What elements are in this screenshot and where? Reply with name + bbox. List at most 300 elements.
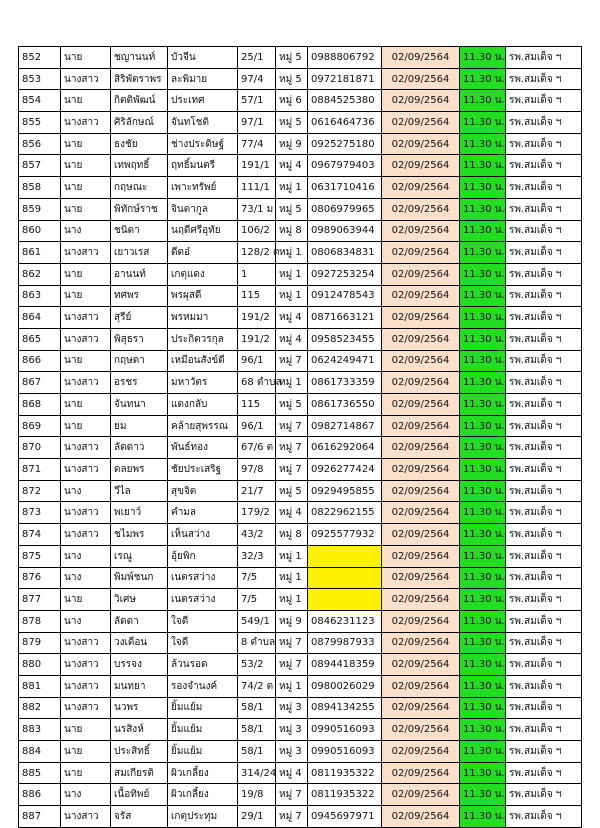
cell-phone: 0879987933 xyxy=(308,632,382,654)
cell-place: รพ.สมเด็จ ฯ xyxy=(506,394,582,416)
cell-number: 884 xyxy=(19,741,61,763)
table-row xyxy=(19,567,582,589)
cell-title: นาย xyxy=(61,263,111,285)
cell-time: 11.30 น. xyxy=(460,415,506,437)
cell-house-number: 191/2 xyxy=(238,307,276,329)
cell-moo: หมู่ 5 xyxy=(276,394,308,416)
cell-date: 02/09/2564 xyxy=(382,263,460,285)
cell-time: 11.30 น. xyxy=(460,328,506,350)
cell-date: 02/09/2564 xyxy=(382,177,460,199)
cell-house-number: 57/1 xyxy=(238,90,276,112)
cell-first-name: วงเดือน xyxy=(111,632,168,654)
cell-phone: 0958523455 xyxy=(308,328,382,350)
cell-number: 869 xyxy=(19,415,61,437)
cell-last-name: จินดากูล xyxy=(168,198,238,220)
cell-first-name: บรรจง xyxy=(111,654,168,676)
table-row xyxy=(19,762,582,784)
cell-last-name: ใจดี xyxy=(168,610,238,632)
cell-moo: หมู่ 4 xyxy=(276,762,308,784)
cell-place: รพ.สมเด็จ ฯ xyxy=(506,567,582,589)
cell-moo: หมู่ 3 xyxy=(276,719,308,741)
cell-first-name: ดลยพร xyxy=(111,459,168,481)
cell-time: 11.30 น. xyxy=(460,394,506,416)
cell-number: 875 xyxy=(19,545,61,567)
cell-title: นาง xyxy=(61,610,111,632)
cell-moo: หมู่ 4 xyxy=(276,502,308,524)
cell-place: รพ.สมเด็จ ฯ xyxy=(506,415,582,437)
cell-first-name: มนทยา xyxy=(111,675,168,697)
cell-number: 868 xyxy=(19,394,61,416)
cell-moo: หมู่ 7 xyxy=(276,437,308,459)
cell-date: 02/09/2564 xyxy=(382,567,460,589)
table-row xyxy=(19,68,582,90)
cell-date: 02/09/2564 xyxy=(382,675,460,697)
cell-number: 853 xyxy=(19,68,61,90)
table-row xyxy=(19,719,582,741)
cell-date: 02/09/2564 xyxy=(382,632,460,654)
cell-date: 02/09/2564 xyxy=(382,502,460,524)
cell-last-name: นฤดีศรีอุทัย xyxy=(168,220,238,242)
table-row xyxy=(19,589,582,611)
cell-time: 11.30 น. xyxy=(460,198,506,220)
cell-moo: หมู่ 1 xyxy=(276,372,308,394)
cell-time: 11.30 น. xyxy=(460,480,506,502)
cell-moo: หมู่ 7 xyxy=(276,654,308,676)
cell-place: รพ.สมเด็จ ฯ xyxy=(506,242,582,264)
cell-first-name: กิตติพัฒน์ xyxy=(111,90,168,112)
cell-house-number: 25/1 xyxy=(238,47,276,69)
cell-house-number: 7/5 xyxy=(238,567,276,589)
cell-phone: 0616464736 xyxy=(308,112,382,134)
cell-moo: หมู่ 8 xyxy=(276,524,308,546)
cell-phone: 0884525380 xyxy=(308,90,382,112)
cell-date: 02/09/2564 xyxy=(382,459,460,481)
cell-number: 855 xyxy=(19,112,61,134)
cell-first-name: วีไล xyxy=(111,480,168,502)
cell-moo: หมู่ 9 xyxy=(276,133,308,155)
cell-phone xyxy=(308,567,382,589)
table-row xyxy=(19,90,582,112)
cell-moo: หมู่ 1 xyxy=(276,285,308,307)
cell-house-number: 32/3 xyxy=(238,545,276,567)
cell-date: 02/09/2564 xyxy=(382,784,460,806)
cell-phone: 0925577932 xyxy=(308,524,382,546)
cell-first-name: ชนิดา xyxy=(111,220,168,242)
cell-title: นางสาว xyxy=(61,372,111,394)
cell-number: 877 xyxy=(19,589,61,611)
cell-number: 876 xyxy=(19,567,61,589)
cell-number: 883 xyxy=(19,719,61,741)
cell-title: นาย xyxy=(61,47,111,69)
cell-first-name: สิริพัตราพร xyxy=(111,68,168,90)
cell-phone: 0894418359 xyxy=(308,654,382,676)
cell-phone: 0990516093 xyxy=(308,719,382,741)
cell-moo: หมู่ 5 xyxy=(276,480,308,502)
cell-first-name: กฤษณะ xyxy=(111,177,168,199)
cell-title: นางสาว xyxy=(61,112,111,134)
cell-last-name: เนตรสว่าง xyxy=(168,589,238,611)
cell-last-name: รองจำนงค์ xyxy=(168,675,238,697)
cell-last-name: ช่างประดิษฐ์ xyxy=(168,133,238,155)
cell-last-name: ดีตอ๋ xyxy=(168,242,238,264)
cell-last-name: เกตุแดง xyxy=(168,263,238,285)
cell-date: 02/09/2564 xyxy=(382,112,460,134)
cell-title: นาง xyxy=(61,784,111,806)
cell-place: รพ.สมเด็จ ฯ xyxy=(506,610,582,632)
cell-number: 857 xyxy=(19,155,61,177)
cell-time: 11.30 น. xyxy=(460,155,506,177)
cell-date: 02/09/2564 xyxy=(382,350,460,372)
cell-first-name: ธงชัย xyxy=(111,133,168,155)
cell-number: 852 xyxy=(19,47,61,69)
cell-house-number: 67/6 ต xyxy=(238,437,276,459)
cell-title: นางสาว xyxy=(61,328,111,350)
table-row xyxy=(19,415,582,437)
cell-place: รพ.สมเด็จ ฯ xyxy=(506,654,582,676)
cell-phone: 0806979965 xyxy=(308,198,382,220)
cell-last-name: ใจดี xyxy=(168,632,238,654)
cell-place: รพ.สมเด็จ ฯ xyxy=(506,285,582,307)
cell-moo: หมู่ 1 xyxy=(276,177,308,199)
cell-moo: หมู่ 3 xyxy=(276,741,308,763)
cell-place: รพ.สมเด็จ ฯ xyxy=(506,220,582,242)
cell-last-name: เกตุประทุม xyxy=(168,806,238,828)
cell-last-name: ประกิตวรกุล xyxy=(168,328,238,350)
cell-number: 856 xyxy=(19,133,61,155)
cell-date: 02/09/2564 xyxy=(382,242,460,264)
cell-phone: 0980026029 xyxy=(308,675,382,697)
cell-house-number: 115 xyxy=(238,394,276,416)
cell-phone xyxy=(308,589,382,611)
cell-phone: 0822962155 xyxy=(308,502,382,524)
cell-moo: หมู่ 7 xyxy=(276,632,308,654)
cell-date: 02/09/2564 xyxy=(382,90,460,112)
cell-date: 02/09/2564 xyxy=(382,415,460,437)
cell-title: นาง xyxy=(61,480,111,502)
cell-moo: หมู่ 3 xyxy=(276,697,308,719)
cell-number: 862 xyxy=(19,263,61,285)
cell-time: 11.30 น. xyxy=(460,112,506,134)
cell-house-number: 58/1 xyxy=(238,697,276,719)
cell-title: นาย xyxy=(61,394,111,416)
cell-house-number: 68 ตำบล xyxy=(238,372,276,394)
cell-time: 11.30 น. xyxy=(460,719,506,741)
cell-title: นาย xyxy=(61,155,111,177)
cell-title: นางสาว xyxy=(61,654,111,676)
cell-phone: 0927253254 xyxy=(308,263,382,285)
cell-last-name: ยิ้มแย้ม xyxy=(168,741,238,763)
cell-first-name: นรสิงห์ xyxy=(111,719,168,741)
cell-place: รพ.สมเด็จ ฯ xyxy=(506,112,582,134)
cell-first-name: จรัส xyxy=(111,806,168,828)
cell-moo: หมู่ 1 xyxy=(276,567,308,589)
cell-first-name: นวพร xyxy=(111,697,168,719)
cell-place: รพ.สมเด็จ ฯ xyxy=(506,328,582,350)
table-row xyxy=(19,394,582,416)
cell-first-name: วิเศษ xyxy=(111,589,168,611)
cell-title: นาย xyxy=(61,90,111,112)
cell-first-name: เนื้อทิพย์ xyxy=(111,784,168,806)
cell-first-name: กฤษดา xyxy=(111,350,168,372)
cell-moo: หมู่ 7 xyxy=(276,784,308,806)
cell-last-name: เห็นสว่าง xyxy=(168,524,238,546)
cell-last-name: ล้วนรอด xyxy=(168,654,238,676)
cell-first-name: พเยาว์ xyxy=(111,502,168,524)
cell-time: 11.30 น. xyxy=(460,285,506,307)
cell-number: 865 xyxy=(19,328,61,350)
table-row xyxy=(19,741,582,763)
table-row xyxy=(19,610,582,632)
cell-time: 11.30 น. xyxy=(460,220,506,242)
cell-time: 11.30 น. xyxy=(460,437,506,459)
cell-place: รพ.สมเด็จ ฯ xyxy=(506,90,582,112)
cell-number: 860 xyxy=(19,220,61,242)
cell-place: รพ.สมเด็จ ฯ xyxy=(506,697,582,719)
cell-phone: 0990516093 xyxy=(308,741,382,763)
cell-title: นางสาว xyxy=(61,632,111,654)
cell-title: นาย xyxy=(61,415,111,437)
cell-house-number: 73/1 ม xyxy=(238,198,276,220)
cell-house-number: 97/1 xyxy=(238,112,276,134)
cell-house-number: 314/24 xyxy=(238,762,276,784)
cell-house-number: 1 xyxy=(238,263,276,285)
cell-number: 879 xyxy=(19,632,61,654)
table-row xyxy=(19,545,582,567)
cell-last-name: อุ้ยพิก xyxy=(168,545,238,567)
cell-date: 02/09/2564 xyxy=(382,155,460,177)
table-row xyxy=(19,285,582,307)
cell-phone: 0945697971 xyxy=(308,806,382,828)
cell-house-number: 111/1 xyxy=(238,177,276,199)
cell-place: รพ.สมเด็จ ฯ xyxy=(506,545,582,567)
cell-house-number: 8 ตำบล xyxy=(238,632,276,654)
cell-last-name: ยิ้มแย้ม xyxy=(168,697,238,719)
cell-last-name: เหมือนสังข์ดี xyxy=(168,350,238,372)
cell-date: 02/09/2564 xyxy=(382,762,460,784)
cell-time: 11.30 น. xyxy=(460,654,506,676)
cell-phone: 0967979403 xyxy=(308,155,382,177)
cell-phone: 0846231123 xyxy=(308,610,382,632)
cell-moo: หมู่ 7 xyxy=(276,415,308,437)
cell-title: นาย xyxy=(61,719,111,741)
cell-moo: หมู่ 5 xyxy=(276,68,308,90)
cell-time: 11.30 น. xyxy=(460,589,506,611)
cell-title: นางสาว xyxy=(61,242,111,264)
cell-time: 11.30 น. xyxy=(460,502,506,524)
cell-title: นาง xyxy=(61,545,111,567)
cell-title: นาย xyxy=(61,285,111,307)
cell-moo: หมู่ 7 xyxy=(276,806,308,828)
cell-date: 02/09/2564 xyxy=(382,741,460,763)
cell-house-number: 97/8 xyxy=(238,459,276,481)
cell-first-name: จันทนา xyxy=(111,394,168,416)
table-row xyxy=(19,784,582,806)
cell-date: 02/09/2564 xyxy=(382,589,460,611)
table-row xyxy=(19,263,582,285)
cell-house-number: 128/2 ต xyxy=(238,242,276,264)
cell-time: 11.30 น. xyxy=(460,177,506,199)
cell-place: รพ.สมเด็จ ฯ xyxy=(506,589,582,611)
cell-place: รพ.สมเด็จ ฯ xyxy=(506,198,582,220)
cell-place: รพ.สมเด็จ ฯ xyxy=(506,762,582,784)
table-row xyxy=(19,502,582,524)
cell-last-name: ยิ้มแย้ม xyxy=(168,719,238,741)
cell-moo: หมู่ 1 xyxy=(276,263,308,285)
cell-moo: หมู่ 1 xyxy=(276,589,308,611)
cell-title: นางสาว xyxy=(61,437,111,459)
cell-time: 11.30 น. xyxy=(460,524,506,546)
table-row xyxy=(19,242,582,264)
cell-moo: หมู่ 5 xyxy=(276,112,308,134)
table-row xyxy=(19,654,582,676)
cell-phone: 0925275180 xyxy=(308,133,382,155)
cell-time: 11.30 น. xyxy=(460,47,506,69)
cell-number: 871 xyxy=(19,459,61,481)
cell-last-name: พรหมมา xyxy=(168,307,238,329)
cell-phone: 0989063944 xyxy=(308,220,382,242)
cell-title: นาง xyxy=(61,220,111,242)
cell-house-number: 58/1 xyxy=(238,719,276,741)
cell-first-name: พิทักษ์ราช xyxy=(111,198,168,220)
cell-house-number: 115 xyxy=(238,285,276,307)
cell-last-name: ชัยประเสริฐ xyxy=(168,459,238,481)
cell-number: 882 xyxy=(19,697,61,719)
cell-place: รพ.สมเด็จ ฯ xyxy=(506,307,582,329)
cell-title: นางสาว xyxy=(61,68,111,90)
cell-number: 881 xyxy=(19,675,61,697)
cell-time: 11.30 น. xyxy=(460,741,506,763)
table-row xyxy=(19,806,582,828)
cell-phone: 0861733359 xyxy=(308,372,382,394)
cell-moo: หมู่ 1 xyxy=(276,545,308,567)
cell-title: นาย xyxy=(61,133,111,155)
cell-number: 887 xyxy=(19,806,61,828)
cell-place: รพ.สมเด็จ ฯ xyxy=(506,719,582,741)
cell-moo: หมู่ 7 xyxy=(276,350,308,372)
cell-last-name: เนตรสว่าง xyxy=(168,567,238,589)
cell-place: รพ.สมเด็จ ฯ xyxy=(506,502,582,524)
cell-last-name: ฤทธิ์มนตรี xyxy=(168,155,238,177)
table-row xyxy=(19,675,582,697)
cell-number: 886 xyxy=(19,784,61,806)
cell-house-number: 549/1 xyxy=(238,610,276,632)
cell-moo: หมู่ 7 xyxy=(276,459,308,481)
cell-phone: 0861736550 xyxy=(308,394,382,416)
cell-time: 11.30 น. xyxy=(460,545,506,567)
cell-number: 863 xyxy=(19,285,61,307)
cell-number: 878 xyxy=(19,610,61,632)
table-row xyxy=(19,459,582,481)
cell-house-number: 191/1 xyxy=(238,155,276,177)
cell-number: 885 xyxy=(19,762,61,784)
cell-last-name: ประเทศ xyxy=(168,90,238,112)
cell-house-number: 97/4 xyxy=(238,68,276,90)
cell-number: 874 xyxy=(19,524,61,546)
cell-date: 02/09/2564 xyxy=(382,545,460,567)
cell-time: 11.30 น. xyxy=(460,675,506,697)
table-body xyxy=(19,47,582,828)
cell-time: 11.30 น. xyxy=(460,806,506,828)
cell-first-name: สมเกียรติ xyxy=(111,762,168,784)
cell-place: รพ.สมเด็จ ฯ xyxy=(506,784,582,806)
cell-house-number: 43/2 xyxy=(238,524,276,546)
cell-first-name: ลัดดา xyxy=(111,610,168,632)
cell-date: 02/09/2564 xyxy=(382,372,460,394)
cell-date: 02/09/2564 xyxy=(382,220,460,242)
cell-first-name: เรณู xyxy=(111,545,168,567)
cell-title: นางสาว xyxy=(61,502,111,524)
cell-title: นาง xyxy=(61,567,111,589)
table-row xyxy=(19,47,582,69)
cell-first-name: อานนท์ xyxy=(111,263,168,285)
cell-place: รพ.สมเด็จ ฯ xyxy=(506,177,582,199)
cell-time: 11.30 น. xyxy=(460,632,506,654)
cell-place: รพ.สมเด็จ ฯ xyxy=(506,437,582,459)
cell-time: 11.30 น. xyxy=(460,372,506,394)
cell-place: รพ.สมเด็จ ฯ xyxy=(506,632,582,654)
cell-time: 11.30 น. xyxy=(460,350,506,372)
cell-date: 02/09/2564 xyxy=(382,307,460,329)
cell-phone xyxy=(308,545,382,567)
cell-time: 11.30 น. xyxy=(460,459,506,481)
cell-moo: หมู่ 6 xyxy=(276,90,308,112)
cell-number: 864 xyxy=(19,307,61,329)
table-row xyxy=(19,350,582,372)
cell-number: 870 xyxy=(19,437,61,459)
cell-title: นางสาว xyxy=(61,675,111,697)
cell-phone: 0871663121 xyxy=(308,307,382,329)
cell-place: รพ.สมเด็จ ฯ xyxy=(506,524,582,546)
cell-date: 02/09/2564 xyxy=(382,719,460,741)
cell-date: 02/09/2564 xyxy=(382,610,460,632)
cell-date: 02/09/2564 xyxy=(382,437,460,459)
cell-last-name: บัวจีน xyxy=(168,47,238,69)
cell-moo: หมู่ 8 xyxy=(276,220,308,242)
cell-place: รพ.สมเด็จ ฯ xyxy=(506,155,582,177)
cell-phone: 0811935322 xyxy=(308,762,382,784)
cell-time: 11.30 น. xyxy=(460,68,506,90)
cell-place: รพ.สมเด็จ ฯ xyxy=(506,47,582,69)
cell-last-name: คำมล xyxy=(168,502,238,524)
cell-last-name: ผิวเกลี้ยง xyxy=(168,762,238,784)
cell-place: รพ.สมเด็จ ฯ xyxy=(506,350,582,372)
cell-first-name: ชญานนท์ xyxy=(111,47,168,69)
cell-first-name: ทศพร xyxy=(111,285,168,307)
cell-date: 02/09/2564 xyxy=(382,198,460,220)
cell-moo: หมู่ 4 xyxy=(276,328,308,350)
cell-title: นางสาว xyxy=(61,806,111,828)
cell-title: นาย xyxy=(61,350,111,372)
cell-house-number: 7/5 xyxy=(238,589,276,611)
table-row xyxy=(19,177,582,199)
cell-date: 02/09/2564 xyxy=(382,806,460,828)
cell-time: 11.30 น. xyxy=(460,567,506,589)
cell-phone: 0972181871 xyxy=(308,68,382,90)
cell-title: นาย xyxy=(61,198,111,220)
cell-title: นาย xyxy=(61,762,111,784)
cell-phone: 0631710416 xyxy=(308,177,382,199)
cell-date: 02/09/2564 xyxy=(382,47,460,69)
cell-last-name: สุขจิต xyxy=(168,480,238,502)
cell-time: 11.30 น. xyxy=(460,242,506,264)
cell-phone: 0616292064 xyxy=(308,437,382,459)
cell-place: รพ.สมเด็จ ฯ xyxy=(506,459,582,481)
cell-first-name: พิสุธรา xyxy=(111,328,168,350)
cell-house-number: 53/2 xyxy=(238,654,276,676)
cell-place: รพ.สมเด็จ ฯ xyxy=(506,741,582,763)
cell-place: รพ.สมเด็จ ฯ xyxy=(506,133,582,155)
cell-first-name: ลัดดาว xyxy=(111,437,168,459)
